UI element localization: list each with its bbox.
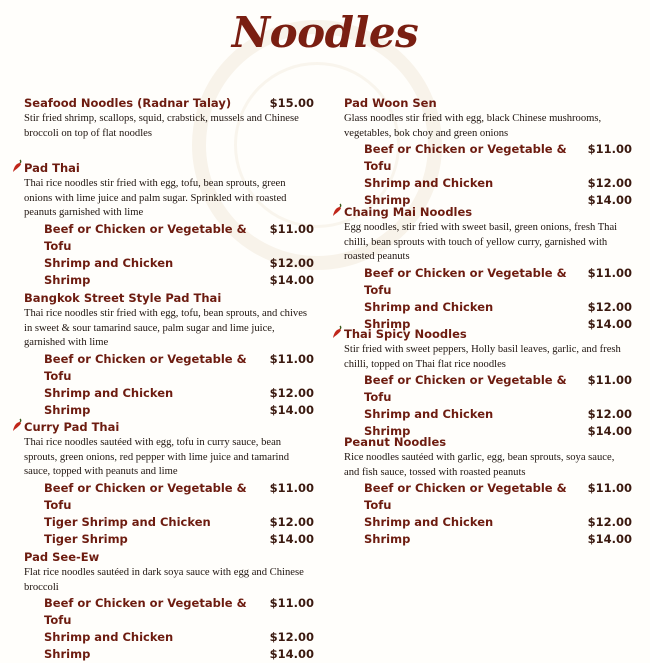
chili-pepper-icon [331,203,345,217]
option-label: Beef or Chicken or Vegetable & Tofu [44,351,247,383]
menu-item-name: Pad Woon Sen [344,96,437,110]
menu-item [24,161,314,289]
menu-option-row [24,385,314,402]
option-price: $14.00 [587,193,632,207]
option-label: Tiger Shrimp [44,531,128,546]
menu-item-description: Flat rice noodles sautéed in dark soya sauce with egg and Chinese broccoli [24,567,304,593]
option-label: Shrimp [364,193,411,207]
option-label: Shrimp and Chicken [44,255,174,270]
option-label: Beef or Chicken or Vegetable & Tofu [364,481,567,512]
option-label: Beef or Chicken or Vegetable & Tofu [364,373,567,404]
menu-item-heading [344,327,632,342]
option-label: Shrimp [44,402,91,417]
menu-item [24,291,314,419]
menu-item-description: Rice noodles sautéed with garlic, egg, bean sprouts, soya sauce, and fish sauce, tossed with roasted peanuts [344,452,615,478]
menu-item-name: Pad Thai [24,161,80,175]
menu-option-row [24,480,314,514]
menu-option-row [24,646,314,663]
option-label: Shrimp and Chicken [364,515,494,529]
menu-item-description: Stir fried shrimp, scallops, squid, crabstick, mussels and Chinese broccoli on top of flat noodles [24,113,299,139]
page-title: Noodles [231,8,419,57]
menu-option-row [344,175,632,192]
menu-option-row [344,531,632,548]
menu-option-row [24,402,314,419]
menu-item-heading [24,550,314,565]
chili-pepper-icon [331,325,345,339]
option-price: $11.00 [587,265,632,280]
menu-item [344,327,632,440]
menu-item-name: Chaing Mai Noodles [344,205,473,219]
option-price: $14.00 [269,647,314,661]
option-price: $14.00 [269,272,314,287]
menu-item-name: Peanut Noodles [344,435,447,449]
option-price: $11.00 [587,373,632,387]
option-price: $11.00 [587,481,632,495]
option-price: $12.00 [269,255,314,270]
menu-option-row [24,595,314,629]
option-price: $12.00 [269,514,314,529]
option-label: Shrimp [44,272,91,287]
menu-item-name: Seafood Noodles (Radnar Talay) [24,96,232,110]
option-label: Beef or Chicken or Vegetable & Tofu [364,265,567,297]
menu-option-row [24,221,314,255]
option-label: Shrimp [364,316,411,331]
menu-item-price: $15.00 [269,96,314,110]
menu-item [24,550,314,663]
menu-option-row [24,272,314,289]
menu-item-heading [344,435,632,450]
option-price: $12.00 [587,176,632,190]
menu-item-heading [24,161,314,176]
option-price: $11.00 [269,351,314,366]
menu-item [344,96,632,209]
menu-item-description: Thai rice noodles sautéed with egg, tofu in curry sauce, bean sprouts, green onions, red pepper with lime juice and tamarind sauce, topped with peanuts and lime [24,437,290,477]
menu-item-description: Glass noodles stir fried with egg, black Chinese mushrooms, vegetables, bok choy and green onions [344,113,602,139]
option-price: $14.00 [587,532,632,546]
menu-option-row [24,629,314,646]
menu-item-heading [24,291,314,306]
menu-item [24,420,314,548]
menu-option-row [344,480,632,514]
menu-item-heading [344,96,632,111]
option-price: $14.00 [587,424,632,438]
option-price: $12.00 [587,407,632,421]
option-label: Beef or Chicken or Vegetable & Tofu [44,596,247,627]
option-price: $12.00 [269,385,314,400]
menu-item [344,205,632,333]
menu-item-heading [24,420,314,435]
menu-option-row [344,299,632,316]
menu-option-row [24,351,314,385]
menu-option-row [344,514,632,531]
menu-item-description: Thai rice noodles stir fried with egg, tofu, bean sprouts, green onions with lime juice and palm sugar. Sprinkled with roasted peanuts garnished with lime [24,178,287,218]
menu-option-row [344,265,632,299]
option-price: $12.00 [587,515,632,529]
option-label: Shrimp and Chicken [44,385,174,400]
option-price: $14.00 [269,531,314,546]
menu-option-row [344,372,632,406]
menu-item-name: Pad See-Ew [24,550,100,564]
option-price: $11.00 [269,596,314,610]
option-label: Beef or Chicken or Vegetable & Tofu [44,221,247,253]
option-price: $11.00 [269,221,314,236]
menu-item-name: Bangkok Street Style Pad Thai [24,291,222,305]
menu-option-row [24,255,314,272]
option-price: $14.00 [269,402,314,417]
menu-item-description: Stir fried with sweet peppers, Holly basil leaves, garlic, and fresh chilli, topped on Thai flat rice noodles [344,344,621,370]
menu-item [344,435,632,548]
chili-pepper-icon [11,159,25,173]
option-price: $12.00 [587,299,632,314]
option-label: Shrimp and Chicken [44,630,174,644]
menu-option-row [24,531,314,548]
menu-item-description: Egg noodles, stir fried with sweet basil, green onions, fresh Thai chilli, bean sprouts with touch of yellow curry, garnished with roasted peanuts [344,222,618,262]
option-label: Shrimp and Chicken [364,299,494,314]
option-label: Tiger Shrimp and Chicken [44,514,211,529]
menu-option-row [344,141,632,175]
option-price: $12.00 [269,630,314,644]
option-price: $11.00 [269,480,314,495]
menu-option-row [24,514,314,531]
option-label: Beef or Chicken or Vegetable & Tofu [364,142,567,173]
option-label: Shrimp [364,532,411,546]
menu-item-heading [24,96,314,111]
option-label: Beef or Chicken or Vegetable & Tofu [44,480,247,512]
menu-item-heading [344,205,632,220]
menu-item-description: Thai rice noodles stir fried with egg, tofu, bean sprouts, and chives in sweet & sour tamarind sauce, palm sugar and lime juice, garnished with lime [24,308,308,348]
option-label: Shrimp [364,424,411,438]
menu-item-name: Thai Spicy Noodles [344,327,467,341]
option-label: Shrimp [44,647,91,661]
menu-option-row [344,406,632,423]
chili-pepper-icon [11,418,25,432]
option-price: $14.00 [587,316,632,331]
option-label: Shrimp and Chicken [364,176,494,190]
option-label: Shrimp and Chicken [364,407,494,421]
option-price: $11.00 [587,142,632,156]
menu-item-name: Curry Pad Thai [24,420,120,434]
menu-item [24,96,314,141]
